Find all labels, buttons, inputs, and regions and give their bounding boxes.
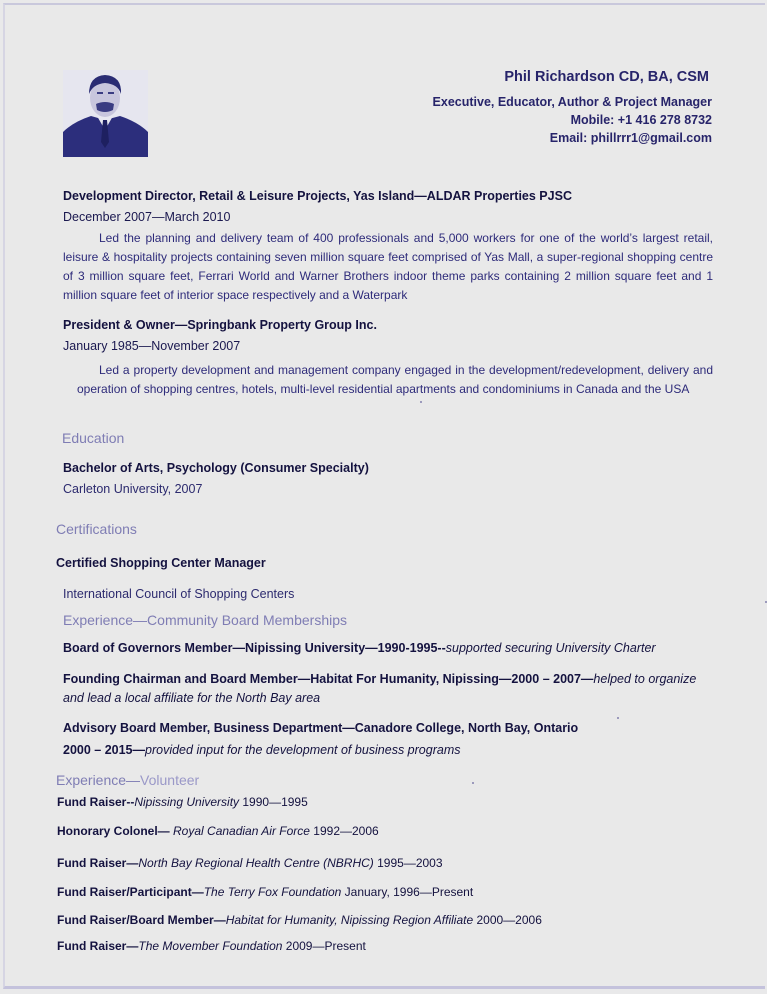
board-item-note: and lead a local affiliate for the North Bay area	[63, 691, 321, 705]
board-item-note: provided input for the development of business programs	[145, 743, 461, 757]
volunteer-item: Fund Raiser/Board Member—Habitat for Humanity, Nipissing Region Affiliate 2000—2006	[57, 913, 542, 927]
education-school: Carleton University, 2007	[63, 482, 203, 496]
volunteer-heading: Experience—Volunteer	[56, 772, 200, 788]
profile-photo	[63, 70, 148, 157]
volunteer-item: Honorary Colonel— Royal Canadian Air Force 1992—2006	[57, 824, 379, 838]
candidate-mobile: Mobile: +1 416 278 8732	[570, 113, 712, 127]
job-dates: December 2007—March 2010	[63, 210, 231, 224]
volunteer-item: Fund Raiser—North Bay Regional Health Centre (NBRHC) 1995—2003	[57, 856, 443, 870]
scan-speck	[617, 717, 619, 719]
volunteer-item: Fund Raiser—The Movember Foundation 2009—Present	[57, 939, 366, 953]
job-description: Led a property development and management company engaged in the development/redevelopment, delivery and operation of shopping centres, hotels, multi-level residential apartments and condominiums in Canada and the USA	[77, 363, 713, 396]
board-item	[63, 672, 696, 686]
candidate-name: Phil Richardson CD, BA, CSM	[504, 69, 709, 85]
board-item	[63, 641, 656, 655]
volunteer-item: Fund Raiser/Participant—The Terry Fox Foundation January, 1996—Present	[57, 885, 474, 899]
scan-speck	[420, 401, 422, 403]
scan-speck	[472, 782, 474, 784]
job-title: President & Owner—Springbank Property Group Inc.	[63, 318, 377, 332]
volunteer-item: Fund Raiser--Nipissing University 1990—1995	[57, 795, 308, 809]
board-item-dates: 2000 – 2015—	[63, 743, 146, 757]
board-item-continued	[63, 743, 460, 757]
job-description: Led the planning and delivery team of 400 professionals and 5,000 workers for one of the world’s largest retail, leisure & hospitality projects containing seven million square feet comprised of Yas Mall, a super-regional shopping centre of 3 million square feet, Ferrari World and Warner Brothers indoor theme parks containing 2 million square feet and 1 million square feet of interior space respectively and a Waterpark	[63, 231, 713, 302]
certifications-heading: Certifications	[56, 521, 137, 537]
job-title: Development Director, Retail & Leisure Projects, Yas Island—ALDAR Properties PJSC	[63, 189, 572, 203]
portrait-icon	[63, 70, 148, 157]
candidate-tagline: Executive, Educator, Author & Project Manager	[432, 95, 712, 109]
board-item-role: Founding Chairman and Board Member—Habitat For Humanity, Nipissing—2000 – 2007—	[63, 672, 594, 686]
job-dates: January 1985—November 2007	[63, 339, 241, 353]
board-item-role: Board of Governors Member—Nipissing University—1990-1995--	[63, 641, 446, 655]
board-item-note: supported securing University Charter	[445, 641, 656, 655]
board-item-continued	[63, 691, 320, 705]
board-item-role: Advisory Board Member, Business Department—Canadore College, North Bay, Ontario	[63, 721, 579, 735]
education-heading: Education	[62, 430, 125, 446]
certification-name: Certified Shopping Center Manager	[56, 556, 266, 570]
resume-page	[3, 3, 765, 989]
candidate-email[interactable]: Email: phillrrr1@gmail.com	[549, 131, 712, 145]
certification-issuer: International Council of Shopping Centers	[63, 587, 295, 601]
board-heading: Experience—Community Board Memberships	[63, 612, 347, 628]
board-item-note: helped to organize	[593, 672, 697, 686]
education-degree: Bachelor of Arts, Psychology (Consumer Specialty)	[63, 461, 369, 475]
board-item	[63, 721, 578, 735]
